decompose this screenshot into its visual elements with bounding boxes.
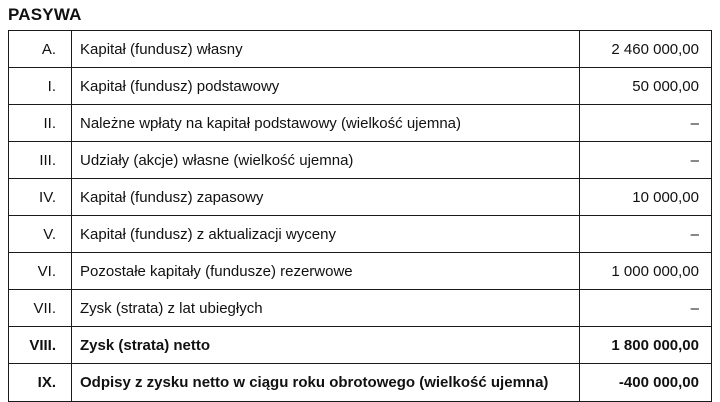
row-description: Kapitał (fundusz) podstawowy: [72, 68, 580, 105]
table-row: [9, 142, 712, 179]
row-value: –: [580, 290, 712, 327]
row-number: II.: [9, 105, 72, 142]
row-value: 10 000,00: [580, 179, 712, 216]
section-heading: PASYWA: [8, 5, 82, 24]
row-number: VI.: [9, 253, 72, 290]
liabilities-table: [8, 30, 712, 402]
row-description: Udziały (akcje) własne (wielkość ujemna): [72, 142, 580, 179]
table-row: [9, 216, 712, 253]
row-number: III.: [9, 142, 72, 179]
table-row: [9, 364, 712, 402]
row-description: Pozostałe kapitały (fundusze) rezerwowe: [72, 253, 580, 290]
row-number: I.: [9, 68, 72, 105]
table-row: [9, 179, 712, 216]
row-value: -400 000,00: [580, 364, 712, 402]
row-value: –: [580, 105, 712, 142]
row-value: 2 460 000,00: [580, 31, 712, 68]
row-description: Zysk (strata) z lat ubiegłych: [72, 290, 580, 327]
row-description: Należne wpłaty na kapitał podstawowy (wielkość ujemna): [72, 105, 580, 142]
row-value: 50 000,00: [580, 68, 712, 105]
row-description: Odpisy z zysku netto w ciągu roku obrotowego (wielkość ujemna): [72, 364, 580, 402]
table-row: [9, 253, 712, 290]
row-description: Kapitał (fundusz) z aktualizacji wyceny: [72, 216, 580, 253]
row-description: Kapitał (fundusz) własny: [72, 31, 580, 68]
row-description: Zysk (strata) netto: [72, 327, 580, 364]
row-value: –: [580, 142, 712, 179]
row-description: Kapitał (fundusz) zapasowy: [72, 179, 580, 216]
table-row: [9, 105, 712, 142]
row-number: IV.: [9, 179, 72, 216]
row-number: A.: [9, 31, 72, 68]
row-number: VII.: [9, 290, 72, 327]
table-row: [9, 31, 712, 68]
table-row: [9, 290, 712, 327]
row-number: IX.: [9, 364, 72, 402]
table-row: [9, 327, 712, 364]
row-value: 1 800 000,00: [580, 327, 712, 364]
row-number: V.: [9, 216, 72, 253]
row-value: 1 000 000,00: [580, 253, 712, 290]
row-value: –: [580, 216, 712, 253]
table-row: [9, 68, 712, 105]
row-number: VIII.: [9, 327, 72, 364]
